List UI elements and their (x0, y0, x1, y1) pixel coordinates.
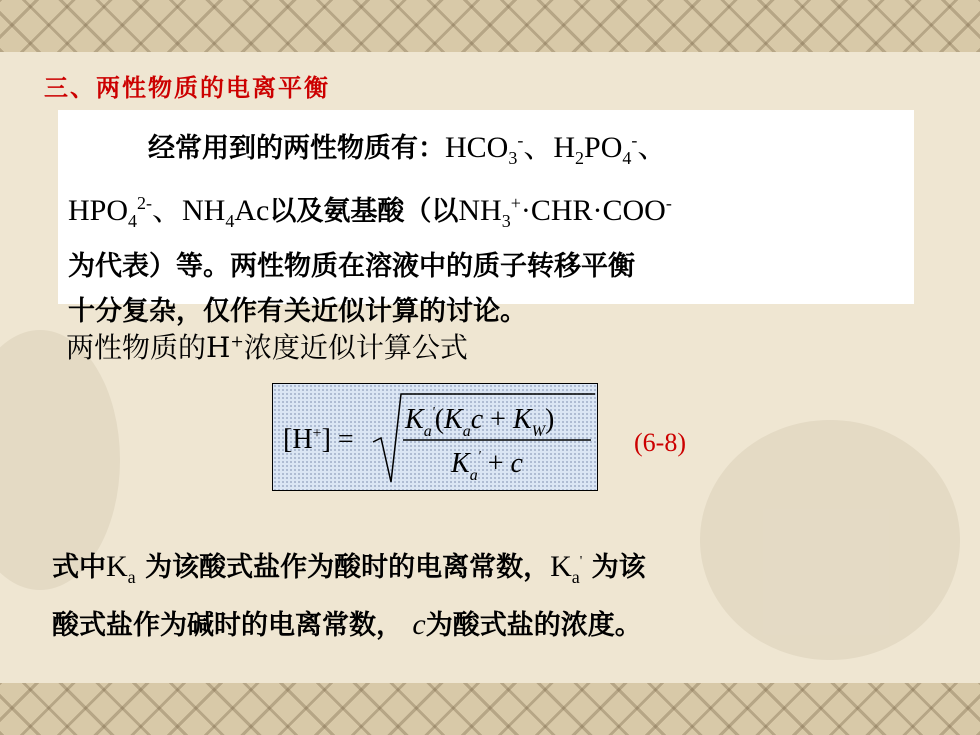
formula-subtitle: 两性物质的H+浓度近似计算公式 (66, 331, 468, 364)
svg-text:[H+] =: [H+] = (283, 424, 354, 455)
intro-line2: $HPO_4^{2-}$、$NH_4Ac$ (68, 193, 270, 231)
intro-text-box: 经常用到的两性物质有：$HCO_3^-$、$H_2PO_4^-$、 $HPO_4^{2-}$、$NH_4Ac$以及氨基酸（以$NH_3^+\cdot CHR\cdot COO^-$ 为代表）等。两性物质在溶液中的质子转移平衡 十分复杂，仅作有关近似计算的讨论。 (58, 110, 914, 304)
intro-line1-formulas: $HCO_3^-$、$H_2PO_4^-$、 (445, 130, 668, 168)
intro-line3: 为代表）等。两性物质在溶液中的质子转移平衡 (68, 251, 635, 282)
hplus-formula (273, 384, 597, 490)
formula-box (272, 383, 598, 491)
svg-text:Ka'(Kac + KW): $K_a'(K_ac + K_W)$ (405, 404, 555, 440)
slide-title: 三、两性物质的电离平衡 (44, 74, 330, 102)
equation-number: (6-8) (634, 428, 686, 457)
explanation-note: 式中$K_a$ 为该酸式盐作为酸时的电离常数，$K_a'$ 为该 酸式盐作为碱时的电离常数， c为酸式盐的浓度。 (52, 550, 646, 641)
svg-text:Ka' + c: $K_a' + c$ (451, 448, 523, 484)
intro-line1-text: 经常用到的两性物质有： (148, 133, 445, 164)
decorative-border-bottom (0, 683, 980, 735)
intro-line4: 十分复杂，仅作有关近似计算的讨论。 (68, 296, 527, 327)
decorative-border-top (0, 0, 980, 52)
